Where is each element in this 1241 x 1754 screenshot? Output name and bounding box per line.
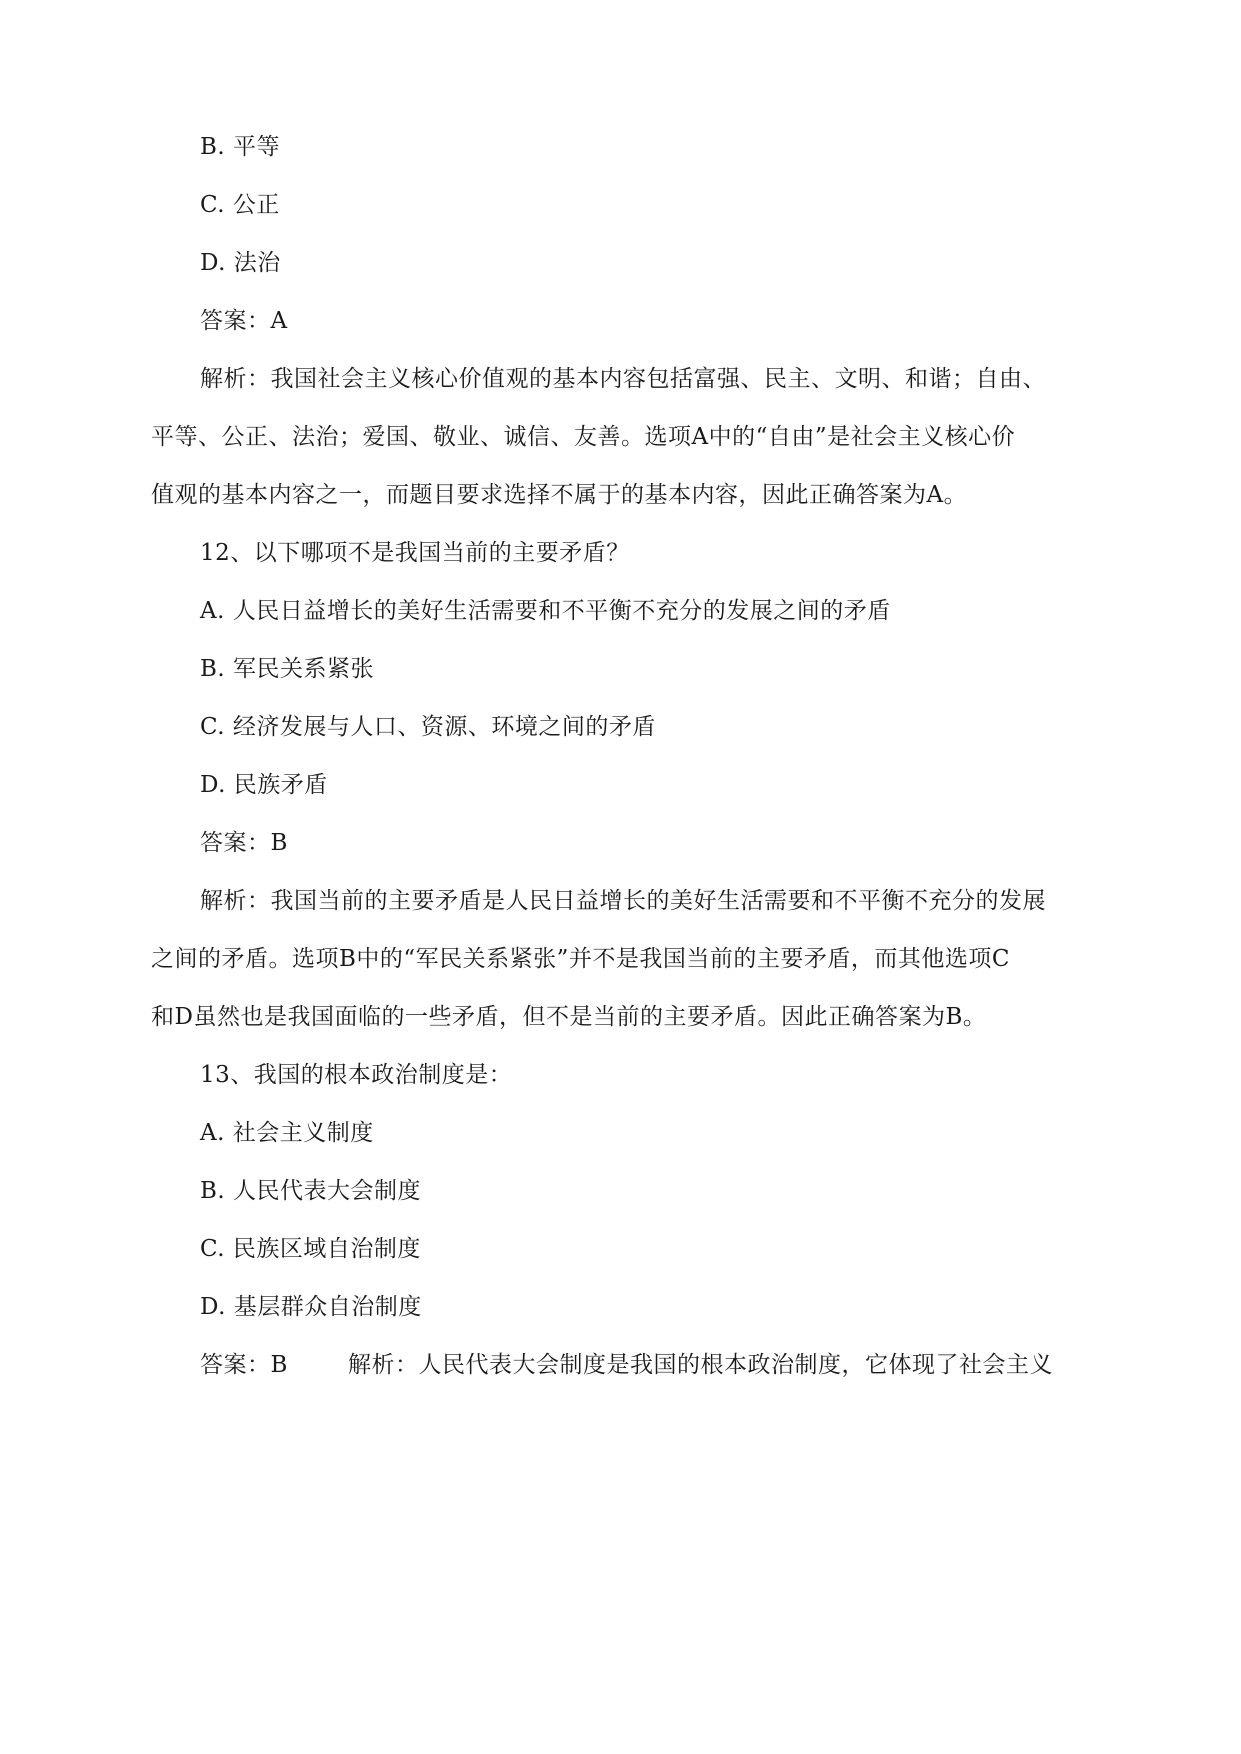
q11-option-b: B. 平等 [200,134,281,160]
q12-question: 12、以下哪项不是我国当前的主要矛盾？ [200,540,630,566]
q13-analysis-start: 解析：人民代表大会制度是我国的根本政治制度，它体现了社会主义 [348,1352,1053,1378]
q12-answer: 答案：B [200,830,288,856]
q11-option-d: D. 法治 [200,250,281,276]
q13-option-b: B. 人民代表大会制度 [200,1178,422,1204]
q13-option-a: A. 社会主义制度 [200,1120,374,1146]
q11-analysis-line-3: 值观的基本内容之一，而题目要求选择不属于的基本内容，因此正确答案为A。 [151,482,968,508]
q13-option-c: C. 民族区域自治制度 [200,1236,421,1262]
q13-answer: 答案：B [200,1352,288,1378]
q11-analysis-line-2: 平等、公正、法治；爱国、敬业、诚信、友善。选项A中的“自由”是社会主义核心价 [151,424,1016,450]
q12-option-a: A. 人民日益增长的美好生活需要和不平衡不充分的发展之间的矛盾 [200,598,891,624]
q13-question: 13、我国的根本政治制度是： [200,1062,513,1088]
q12-analysis-line-2: 之间的矛盾。选项B中的“军民关系紧张”并不是我国当前的主要矛盾，而其他选项C [151,946,1011,972]
q12-option-b: B. 军民关系紧张 [200,656,375,682]
q11-option-c: C. 公正 [200,192,280,218]
q13-option-d: D. 基层群众自治制度 [200,1294,422,1320]
q12-option-c: C. 经济发展与人口、资源、环境之间的矛盾 [200,714,656,740]
q11-answer: 答案：A [200,308,288,334]
q13-answer-row [200,1350,1053,1380]
q12-analysis-line-3: 和D虽然也是我国面临的一些矛盾，但不是当前的主要矛盾。因此正确答案为B。 [151,1004,987,1030]
q12-analysis-line-1: 解析：我国当前的主要矛盾是人民日益增长的美好生活需要和不平衡不充分的发展 [200,888,1046,914]
q11-analysis-line-1: 解析：我国社会主义核心价值观的基本内容包括富强、民主、文明、和谐；自由、 [200,366,1046,392]
q12-option-d: D. 民族矛盾 [200,772,328,798]
